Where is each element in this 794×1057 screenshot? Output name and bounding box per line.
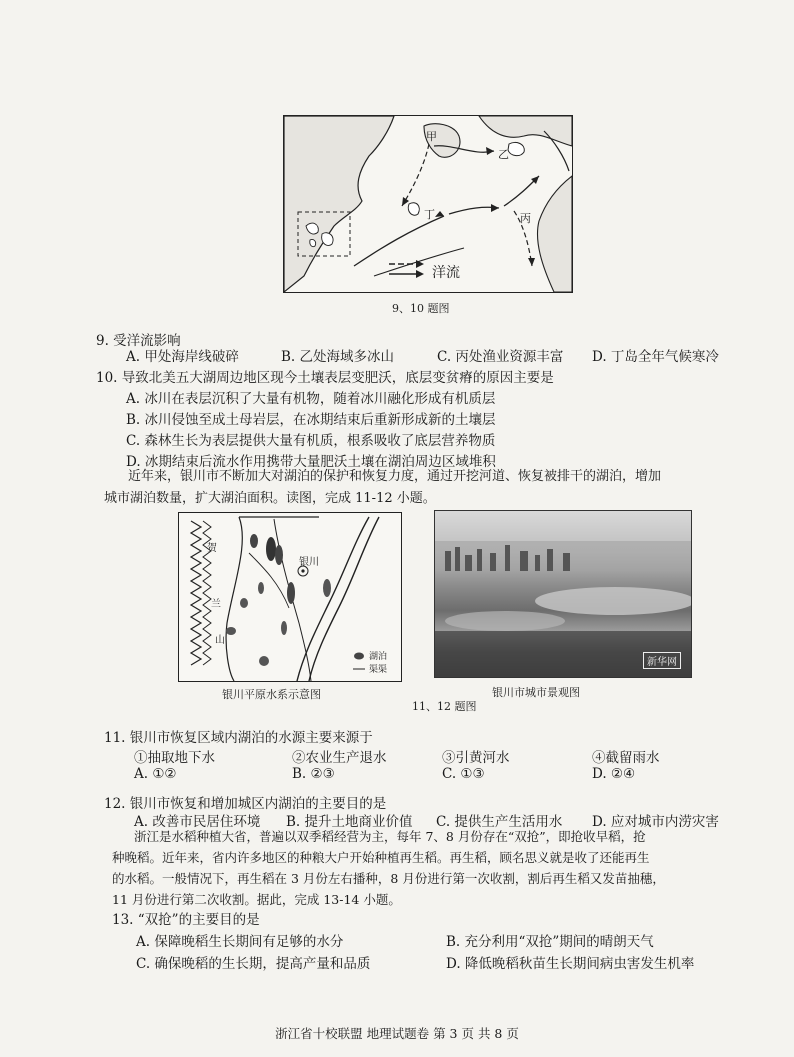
q13-option-b[interactable]: B. 充分利用“双抢”期间的晴朗天气 xyxy=(446,934,654,950)
intro-13-14-line: 的水稻。一般情况下，再生稻在 3 月份左右播种，8 月份进行第一次收割，割后再生稻又发苗抽穗， xyxy=(112,871,665,886)
intro-11-12 xyxy=(104,466,661,510)
map-caption: 银川平原水系示意图 xyxy=(222,688,321,701)
q9-option-c[interactable]: C. 丙处渔业资源丰富 xyxy=(437,349,564,365)
q10-option-d[interactable]: D. 冰期结束后流水作用携带大量肥沃土壤在湖泊周边区域堆积 xyxy=(126,454,496,470)
label-shan: 山 xyxy=(215,635,225,646)
q10-option-a[interactable]: A. 冰川在表层沉积了大量有机物，随着冰川融化形成有机质层 xyxy=(126,391,496,407)
q10-option-c[interactable]: C. 森林生长为表层提供大量有机质，根系吸收了底层营养物质 xyxy=(126,433,496,449)
q11-item-2: ②农业生产退水 xyxy=(292,750,387,766)
yinchuan-water-map xyxy=(178,512,402,682)
q9-option-d[interactable]: D. 丁岛全年气候寒冷 xyxy=(592,349,719,365)
photo-caption: 银川市城市景观图 xyxy=(492,686,580,699)
label-yi: 乙 xyxy=(498,148,509,161)
intro-13-14 xyxy=(112,826,665,910)
q11-item-1: ①抽取地下水 xyxy=(134,750,215,766)
label-he: 贺 xyxy=(207,543,217,554)
q11-option-b[interactable]: B. ②③ xyxy=(292,766,335,782)
intro-13-14-line: 种晚稻。近年来，省内许多地区的种粮大户开始种植再生稻。再生稻，顾名思义就是收了还能再生 xyxy=(112,850,650,865)
intro-11-12-line: 城市湖泊数量，扩大湖泊面积。读图，完成 11-12 小题。 xyxy=(104,491,436,506)
legend-lake: 湖泊 xyxy=(369,652,388,662)
q11-item-3: ③引黄河水 xyxy=(442,750,510,766)
legend-current: 洋流 xyxy=(432,265,460,281)
q11-stem: 11. 银川市恢复区域内湖泊的水源主要来源于 xyxy=(104,730,373,746)
q11-item-4: ④截留雨水 xyxy=(592,750,660,766)
intro-11-12-line: 近年来，银川市不断加大对湖泊的保护和恢复力度，通过开挖河道、恢复被排干的湖泊，增加 xyxy=(128,469,662,484)
q13-option-a[interactable]: A. 保障晚稻生长期间有足够的水分 xyxy=(136,934,344,950)
q9-stem: 9. 受洋流影响 xyxy=(96,333,181,349)
q10-stem: 10. 导致北美五大湖周边地区现今土壤表层变肥沃，底层变贫瘠的原因主要是 xyxy=(96,370,554,386)
page-footer: 浙江省十校联盟 地理试题卷 第 3 页 共 8 页 xyxy=(275,1026,519,1041)
q12-stem: 12. 银川市恢复和增加城区内湖泊的主要目的是 xyxy=(104,796,387,812)
q11-option-c[interactable]: C. ①③ xyxy=(442,766,485,782)
q9-option-b[interactable]: B. 乙处海域多冰山 xyxy=(281,349,395,365)
intro-13-14-line: 浙江是水稻种植大省，普遍以双季稻经营为主，每年 7、8 月份存在“双抢”，即抢收早稻，抢 xyxy=(134,829,646,844)
label-city: 银川 xyxy=(299,557,319,568)
intro-13-14-line: 11 月份进行第二次收割。据此，完成 13-14 小题。 xyxy=(112,892,401,907)
q13-option-c[interactable]: C. 确保晚稻的生长期，提高产量和品质 xyxy=(136,956,371,972)
q10-option-b[interactable]: B. 冰川侵蚀至成土母岩层，在冰期结束后重新形成新的土壤层 xyxy=(126,412,496,428)
ocean-current-map xyxy=(283,115,573,293)
q12-option-a[interactable]: A. 改善市民居住环境 xyxy=(134,814,261,830)
fig2-group-caption: 11、12 题图 xyxy=(412,700,477,713)
q9-option-a[interactable]: A. 甲处海岸线破碎 xyxy=(126,349,239,365)
q12-option-b[interactable]: B. 提升土地商业价值 xyxy=(286,814,413,830)
label-lan: 兰 xyxy=(211,599,221,610)
q11-option-d[interactable]: D. ②④ xyxy=(592,766,636,782)
q12-option-d[interactable]: D. 应对城市内涝灾害 xyxy=(592,814,719,830)
label-jia: 甲 xyxy=(426,130,437,143)
yinchuan-city-photo xyxy=(434,510,692,678)
photo-watermark: 新华网 xyxy=(643,652,681,669)
q13-stem: 13. “双抢”的主要目的是 xyxy=(112,912,260,928)
label-bing: 丙 xyxy=(520,212,531,225)
q12-option-c[interactable]: C. 提供生产生活用水 xyxy=(436,814,563,830)
fig1-caption: 9、10 题图 xyxy=(392,302,450,315)
q11-option-a[interactable]: A. ①② xyxy=(134,766,177,782)
label-ding: 丁 xyxy=(424,208,435,221)
q13-option-d[interactable]: D. 降低晚稻秋苗生长期间病虫害发生机率 xyxy=(446,956,695,972)
legend-canal: 渠渠 xyxy=(369,665,388,675)
